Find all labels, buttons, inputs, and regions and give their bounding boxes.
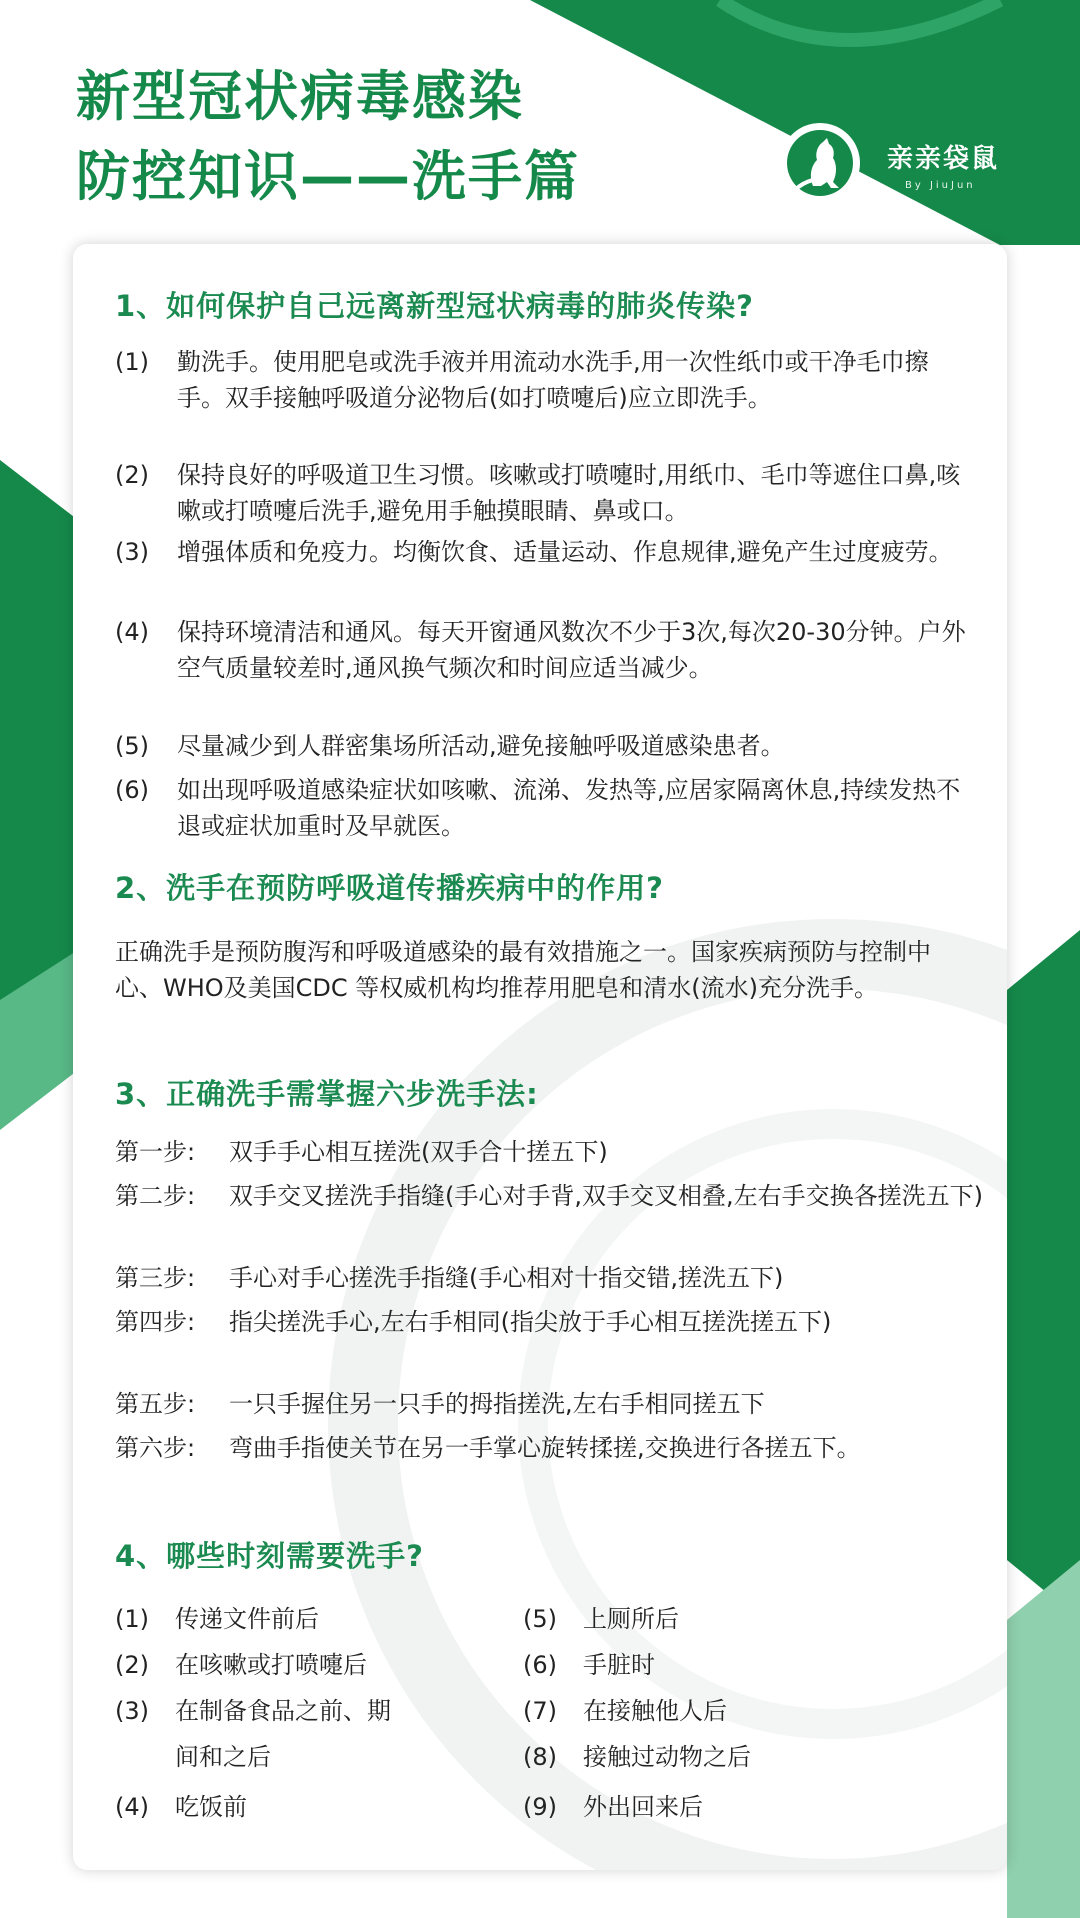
step-text: 指尖搓洗手心,左右手相同(指尖放于手心相互搓洗搓五下) [229, 1308, 832, 1336]
moment-item [523, 1784, 943, 1830]
item-number: (7) [523, 1697, 557, 1725]
list-item [115, 614, 975, 722]
item-text: 手脏时 [583, 1651, 655, 1679]
item-text: 在制备食品之前、期间和之后 [175, 1697, 391, 1771]
item-text: 在咳嗽或打喷嚏后 [175, 1651, 367, 1679]
item-number: (4) [115, 618, 149, 646]
list-item [115, 772, 975, 844]
step-label: 第一步: [115, 1138, 196, 1166]
step-item [115, 1260, 985, 1297]
page-title-line1: 新型冠状病毒感染 [76, 65, 524, 128]
item-text: 尽量减少到人群密集场所活动,避免接触呼吸道感染患者。 [177, 732, 785, 760]
section4-heading: 4、哪些时刻需要洗手? [115, 1539, 425, 1573]
item-text: 接触过动物之后 [583, 1743, 751, 1771]
logo-text: 亲亲袋鼠 [887, 144, 1000, 174]
item-text: 传递文件前后 [175, 1605, 319, 1633]
item-text: 保持环境清洁和通风。每天开窗通风数次不少于3次,每次20-30分钟。户外空气质量较差时,通风换气频次和时间应适当减少。 [177, 618, 966, 682]
item-number: (5) [115, 732, 149, 760]
step-item [115, 1178, 985, 1252]
item-number: (2) [115, 461, 149, 489]
item-number: (6) [523, 1651, 557, 1679]
content-card [73, 244, 1007, 1870]
step-label: 第四步: [115, 1308, 196, 1336]
item-number: (1) [115, 348, 149, 376]
item-text: 如出现呼吸道感染症状如咳嗽、流涕、发热等,应居家隔离休息,持续发热不退或症状加重时及早就医。 [177, 776, 961, 840]
item-number: (3) [115, 538, 149, 566]
item-number: (3) [115, 1697, 149, 1725]
kangaroo-icon [775, 118, 865, 208]
list-item [115, 534, 975, 606]
item-text: 外出回来后 [583, 1793, 703, 1821]
item-text: 吃饭前 [175, 1793, 247, 1821]
item-number: (9) [523, 1793, 557, 1821]
moment-item [523, 1734, 943, 1780]
item-number: (1) [115, 1605, 149, 1633]
item-text: 上厕所后 [583, 1605, 679, 1633]
moment-item [523, 1688, 943, 1734]
step-label: 第六步: [115, 1434, 196, 1462]
brand-logo [775, 118, 1015, 208]
step-item [115, 1134, 985, 1171]
moment-item [115, 1688, 445, 1780]
moment-item [115, 1596, 475, 1642]
item-text: 保持良好的呼吸道卫生习惯。咳嗽或打喷嚏时,用纸巾、毛巾等遮住口鼻,咳嗽或打喷嚏后洗手,避免用手触摸眼睛、鼻或口。 [177, 461, 961, 525]
step-text: 一只手握住另一只手的拇指搓洗,左右手相同搓五下 [229, 1390, 765, 1418]
list-item [115, 728, 975, 764]
section1-heading: 1、如何保护自己远离新型冠状病毒的肺炎传染? [115, 289, 755, 323]
step-text: 双手手心相互搓洗(双手合十搓五下) [229, 1138, 608, 1166]
step-label: 第二步: [115, 1182, 196, 1210]
list-item [115, 457, 975, 529]
step-item [115, 1304, 985, 1378]
moment-item [115, 1784, 475, 1830]
item-number: (2) [115, 1651, 149, 1679]
item-text: 勤洗手。使用肥皂或洗手液并用流动水洗手,用一次性纸巾或干净毛巾擦手。双手接触呼吸道分泌物后(如打喷嚏后)应立即洗手。 [177, 348, 929, 412]
step-text: 手心对手心搓洗手指缝(手心相对十指交错,搓洗五下) [229, 1264, 784, 1292]
step-item [115, 1430, 985, 1504]
moment-item [523, 1642, 943, 1688]
step-label: 第三步: [115, 1264, 196, 1292]
step-label: 第五步: [115, 1390, 196, 1418]
moment-item [115, 1642, 475, 1688]
section2-heading: 2、洗手在预防呼吸道传播疾病中的作用? [115, 871, 665, 905]
list-item [115, 344, 975, 452]
step-text: 弯曲手指使关节在另一手掌心旋转揉搓,交换进行各搓五下。 [229, 1434, 861, 1462]
moment-item [523, 1596, 943, 1642]
step-text: 双手交叉搓洗手指缝(手心对手背,双手交叉相叠,左右手交换各搓洗五下) [229, 1182, 983, 1210]
item-number: (4) [115, 1793, 149, 1821]
section3-heading: 3、正确洗手需掌握六步洗手法: [115, 1077, 539, 1111]
item-text: 在接触他人后 [583, 1697, 727, 1725]
item-number: (6) [115, 776, 149, 804]
step-item [115, 1386, 985, 1423]
item-text: 增强体质和免疫力。均衡饮食、适量运动、作息规律,避免产生过度疲劳。 [177, 538, 953, 566]
item-number: (8) [523, 1743, 557, 1771]
section2-text: 正确洗手是预防腹泻和呼吸道感染的最有效措施之一。国家疾病预防与控制中心、WHO及美国CDC 等权威机构均推荐用肥皂和清水(流水)充分洗手。 [115, 938, 931, 1002]
page-title-line2: 防控知识——洗手篇 [76, 145, 580, 208]
logo-subtitle: By JiuJun [905, 180, 976, 191]
item-number: (5) [523, 1605, 557, 1633]
